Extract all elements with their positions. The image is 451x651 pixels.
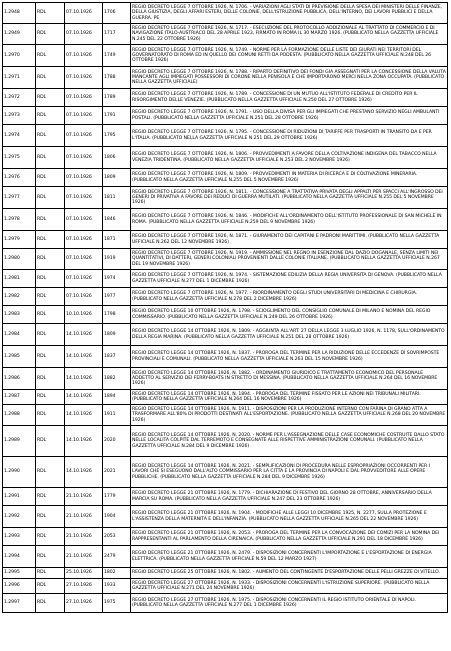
decree-code: 1904 bbox=[103, 506, 131, 528]
decree-date: 14.10.1926 bbox=[65, 324, 103, 346]
table-row bbox=[3, 368, 448, 390]
decree-description: REGIO DECRETO LEGGE 14 OTTOBRE 1926, N. 2021. - SEMPLIFICAZIONI DI PROCEDURA NELLE ESPROPRIAZIONI OCCORRENTI PER I LAVORI CHE SI ESEGUONO DALL'ALTO COMMISSARIO PER LA CITTA E LA PROVINCIA DI NAPOLI E DAL PROVVEDITORE ALLE OPERE PUBBLICHE. (PUBBLICATO NELLA GAZZETTA UFFICIALE N.284 DEL 9 DICEMBRE 1926) bbox=[131, 457, 448, 488]
decree-code: 1806 bbox=[103, 147, 131, 169]
decree-description: REGIO DECRETO LEGGE 14 OTTOBRE 1926, N. 1894. - PROROGA DEL TERMINE FISSATO PER LE AZIONI NEI TRIBUNALI MILITARI. (PUBBLICATO NELLA GAZZETTA UFFICIALE N.264 DEL 16 NOVEMBRE 1926) bbox=[131, 390, 448, 405]
table-row bbox=[3, 107, 448, 125]
decree-description: REGIO DECRETO LEGGE 10 OTTOBRE 1926, N. 1798. - SCIOGLIMENTO DEL CONSIGLIO COMUNALE DI MILANO E NOMINA DEL REGIO COMMISSARIO. (PUBBLICATO NELLA GAZZETTA UFFICIALE N.249 DEL 26 OTTOBRE 1926) bbox=[131, 306, 448, 324]
decree-description: REGIO DECRETO LEGGE 14 OTTOBRE 1926, N. 1837. - PROROGA DEL TERMINE PER LA RIDUZIONE DELLE ECCEDENZE DI SOVRIMPOSTE PROVINCIALI E COMUNALI. (PUBBLICATO NELLA GAZZETTA UFFICIALE N.263 DEL 15 NOVEMBRE 1926) bbox=[131, 346, 448, 368]
decree-number: 1.2970 bbox=[3, 45, 36, 67]
decree-code: 2479 bbox=[103, 546, 131, 568]
table-row bbox=[3, 546, 448, 568]
decree-type: RDL bbox=[36, 3, 65, 24]
decree-number: 1.2989 bbox=[3, 426, 36, 457]
decree-code: 1798 bbox=[103, 306, 131, 324]
table-row bbox=[3, 528, 448, 546]
decree-date: 10.10.1926 bbox=[65, 306, 103, 324]
decree-number: 1.2985 bbox=[3, 346, 36, 368]
table-row bbox=[3, 390, 448, 405]
decree-description: REGIO DECRETO LEGGE 21 OTTOBRE 1926, N. 1779. - DICHIARAZIONE DI FESTIVO DEL GIORNO 28 OTTOBRE, ANNIVERSARIO DELLA MARCIA SU ROMA. (PUBBLICATO NELLA GAZZETTA UFFICIALE N.247 DEL 23 OTTOBRE 1926) bbox=[131, 488, 448, 506]
table-row bbox=[3, 306, 448, 324]
decree-date: 07.10.1926 bbox=[65, 169, 103, 187]
decree-description: REGIO DECRETO LEGGE 27 OTTOBRE 1926, N. 1933. - DISPOSIZIONI CONCERNENTI L'ISTRUZIONE SUPERIORE. (PUBBLICATO NELLA GAZZETTA UFFICIALE N.271 DEL 24 NOVEMBRE 1926) bbox=[131, 579, 448, 594]
decree-type: RDL bbox=[36, 125, 65, 147]
decree-code: 2020 bbox=[103, 426, 131, 457]
table-row bbox=[3, 147, 448, 169]
decree-type: RDL bbox=[36, 24, 65, 45]
table-row bbox=[3, 426, 448, 457]
decree-description: REGIO DECRETO LEGGE 14 OTTOBRE 1926, N. 1911. - DISPOSIZIONI PER LA PRODUZIONE INTERNO CON FARINA DI GRANO ATTA A TRASFORMARE ALL'80% DI PRODOTTI DESTINATI ALL'ESPORTAZIONE. (PUBBLICATO NELLA GAZZETTA UFFICIALE N.268 DEL 20 NOVEMBRE 1926) bbox=[131, 405, 448, 426]
decree-number: 1.2976 bbox=[3, 169, 36, 187]
decree-type: RDL bbox=[36, 324, 65, 346]
decree-type: RDL bbox=[36, 426, 65, 457]
decree-date: 07.10.1926 bbox=[65, 288, 103, 306]
decree-code: 1795 bbox=[103, 125, 131, 147]
decree-table-body bbox=[3, 3, 448, 613]
decree-date: 14.10.1926 bbox=[65, 346, 103, 368]
decree-date: 14.10.1926 bbox=[65, 368, 103, 390]
decree-code: 2021 bbox=[103, 457, 131, 488]
decree-code: 1811 bbox=[103, 187, 131, 209]
decree-type: RDL bbox=[36, 89, 65, 107]
decree-number: 1.2996 bbox=[3, 579, 36, 594]
decree-type: RDL bbox=[36, 579, 65, 594]
decree-type: RDL bbox=[36, 306, 65, 324]
decree-number: 1.2975 bbox=[3, 147, 36, 169]
decree-register bbox=[2, 2, 448, 613]
table-row bbox=[3, 67, 448, 89]
decree-number: 1.2994 bbox=[3, 546, 36, 568]
decree-code: 1789 bbox=[103, 89, 131, 107]
decree-date: 14.10.1926 bbox=[65, 426, 103, 457]
decree-type: RDL bbox=[36, 209, 65, 231]
table-row bbox=[3, 568, 448, 579]
table-row bbox=[3, 249, 448, 270]
decree-code: 1717 bbox=[103, 24, 131, 45]
decree-date: 21.10.1926 bbox=[65, 488, 103, 506]
decree-code: 1791 bbox=[103, 107, 131, 125]
decree-number: 1.2971 bbox=[3, 67, 36, 89]
decree-description: REGIO DECRETO LEGGE 7 OTTOBRE 1926, N. 1788. - RIPARTO DEFINITIVO DEI FONDI GIA ASSEGNATI PER LA CONCESSIONE DELLA VALUTA MANCANTE AGLI IMPIEGATI POSSESSORI DI CORONE NELLA PENISOLA E CHE IMPORTARONO MERCI NELLA ZONA OCCUPATA. (PUBBLICATO NELLA GAZZETTA UFFICIALE) bbox=[131, 67, 448, 89]
decree-date: 25.10.1926 bbox=[65, 568, 103, 579]
decree-type: RDL bbox=[36, 169, 65, 187]
table-row bbox=[3, 405, 448, 426]
decree-date: 27.10.1926 bbox=[65, 594, 103, 613]
decree-code: 1933 bbox=[103, 579, 131, 594]
decree-code: 1911 bbox=[103, 405, 131, 426]
decree-number: 1.2948 bbox=[3, 3, 36, 24]
decree-code: 1706 bbox=[103, 3, 131, 24]
table-row bbox=[3, 579, 448, 594]
decree-date: 14.10.1926 bbox=[65, 405, 103, 426]
decree-date: 14.10.1926 bbox=[65, 390, 103, 405]
decree-code: 1809 bbox=[103, 169, 131, 187]
decree-date: 07.10.1926 bbox=[65, 231, 103, 249]
decree-description: REGIO DECRETO LEGGE 7 OTTOBRE 1926, N. 1795. - CONCESSIONE DI RIDUZIONI DI TARIFFE PER TRASPORTI IN TRANSITO DA E PER L'ITALIA. (PUBBLICATO NELLA GAZZETTA UFFICIALE N.251 DEL 29 OTTOBRE 1926) bbox=[131, 125, 448, 147]
decree-description: REGIO DECRETO LEGGE 7 OTTOBRE 1926, N. 1977. - RIORDINAMENTO DEGLI STUDI UNIVERSITARI DI MEDICINA E CHIRURGIA. (PUBBLICATO NELLA GAZZETTA UFFICIALE N.278 DEL 2 DICEMBRE 1926) bbox=[131, 288, 448, 306]
decree-code: 1882 bbox=[103, 368, 131, 390]
decree-number: 1.2980 bbox=[3, 249, 36, 270]
table-row bbox=[3, 125, 448, 147]
decree-type: RDL bbox=[36, 187, 65, 209]
decree-description: REGIO DECRETO LEGGE 21 OTTOBRE 1926, N. 1904. - MODIFICHE ALLE LEGGI 10 DICEMBRE 1925, N. 2277, SULLA PROTEZIONE E L'ASSISTENZA DELLA MATERNITA E DELL'INFANZIA. (PUBBLICATO NELLA GAZZETTA UFFICIALE N.265 DEL 22 NOVEMBRE 1926) bbox=[131, 506, 448, 528]
table-row bbox=[3, 231, 448, 249]
decree-date: 07.10.1926 bbox=[65, 89, 103, 107]
decree-table bbox=[2, 2, 448, 613]
decree-type: RDL bbox=[36, 546, 65, 568]
decree-number: 1.2988 bbox=[3, 405, 36, 426]
decree-type: RDL bbox=[36, 506, 65, 528]
decree-code: 1975 bbox=[103, 594, 131, 613]
table-row bbox=[3, 346, 448, 368]
decree-description: REGIO DECRETO LEGGE 7 OTTOBRE 1926, N. 1749. - NORME PER LA FORMAZIONE DELLE LISTE DEI GIURATI NEI TERRITORI DEL GOVERNATORATO DI ROMA ED IN QUELLO DEI COMUNI RETTI DA PODESTA. (PUBBLICATO NELLA GAZZETTA UFFICIALE N.248 DEL 26 OTTOBRE 1926) bbox=[131, 45, 448, 67]
decree-date: 07.10.1926 bbox=[65, 147, 103, 169]
decree-description: REGIO DECRETO LEGGE 7 OTTOBRE 1926, N. 1791. - USO DELLA DIVISA PER GLI IMPIEGATI CHE PRESTANO SERVIZIO NEGLI AMBULANTI POSTALI. (PUBBLICATO NELLA GAZZETTA UFFICIALE N.251 DEL 28 OTTOBRE 1926) bbox=[131, 107, 448, 125]
decree-code: 1974 bbox=[103, 270, 131, 288]
decree-number: 1.2995 bbox=[3, 568, 36, 579]
decree-date: 07.10.1926 bbox=[65, 24, 103, 45]
decree-description: REGIO DECRETO LEGGE 14 OTTOBRE 1926, N. 1809. - AGGIUNTA ALL'ART. 27 DELLA LEGGE 3 LUGLIO 1926, N. 1178, SULL'ORDINAMENTO DELLA REGIA MARINA. (PUBBLICATO NELLA GAZZETTA UFFICIALE N.251 DEL 28 OTTOBRE 1926) bbox=[131, 324, 448, 346]
table-row bbox=[3, 169, 448, 187]
decree-date: 07.10.1926 bbox=[65, 67, 103, 89]
decree-number: 1.2990 bbox=[3, 457, 36, 488]
decree-description: REGIO DECRETO LEGGE 25 OTTOBRE 1926, N. 1802. - AUMENTO DEL CONTINGENTE D'ESPORTAZIONE DELLE PELLI GREZZE DI VITELLO. bbox=[131, 568, 448, 579]
decree-number: 1.2977 bbox=[3, 187, 36, 209]
decree-description: REGIO DECRETO LEGGE 7 OTTOBRE 1926, N. 1846. - MODIFICHE ALL'ORDINAMENTO DELL'ISTITUTO PROFESSIONALE DI SAN MICHELE IN ROMA. (PUBBLICATO NELLA GAZZETTA UFFICIALE N.259 DEL 9 NOVEMBRE 1926) bbox=[131, 209, 448, 231]
decree-date: 21.10.1926 bbox=[65, 506, 103, 528]
decree-description: REGIO DECRETO LEGGE 7 OTTOBRE 1926, N. 1974. - SISTEMAZIONE EDILIZIA DELLA REGIA UNIVERSITA DI GENOVA. (PUBBLICATO NELLA GAZZETTA UFFICIALE N.277 DEL 1 DICEMBRE 1926) bbox=[131, 270, 448, 288]
decree-code: 1779 bbox=[103, 488, 131, 506]
table-row bbox=[3, 187, 448, 209]
decree-number: 1.2993 bbox=[3, 528, 36, 546]
decree-code: 1837 bbox=[103, 346, 131, 368]
decree-number: 1.2974 bbox=[3, 125, 36, 147]
decree-description: REGIO DECRETO LEGGE 7 OTTOBRE 1926, N. 1706. - VARIAZIONI AGLI STATI DI PREVISIONE DELLA SPESA DEI MINISTERI DELLE FINANZE, DELLA GIUSTIZIA, DEGLI AFFARI ESTERI, DELLE COLONIE, DELL'ISTRUZIONE PUBBLICA, DELL'INTERNO, DEI LAVORI PUBBLICI E DELLA GUERRA. PE bbox=[131, 3, 448, 24]
decree-description: REGIO DECRETO LEGGE 21 OTTOBRE 1926, N. 2053. - PROROGA DEL TERMINE PER LA CONVOCAZIONE DEI COMIZI PER LA NOMINA DEI RAPPRESENTANTI AL PARLAMENTO DELLA CIRENAICA. (PUBBLICATO NELLA GAZZETTA UFFICIALE N.291 DEL 18 DICEMBRE 1926) bbox=[131, 528, 448, 546]
decree-type: RDL bbox=[36, 368, 65, 390]
table-row bbox=[3, 288, 448, 306]
decree-number: 1.2973 bbox=[3, 107, 36, 125]
table-row bbox=[3, 89, 448, 107]
decree-number: 1.2972 bbox=[3, 89, 36, 107]
decree-description: REGIO DECRETO LEGGE 21 OTTOBRE 1926, N. 2479. - DISPOSIZIONI CONCERNENTI L'IMPORTAZIONE E L'ESPORTAZIONE DI ENERGIA ELETTRICA. (PUBBLICATO NELLA GAZZETTA UFFICIALE N.59 DEL 12 MARZO 1927) bbox=[131, 546, 448, 568]
decree-type: RDL bbox=[36, 231, 65, 249]
table-row bbox=[3, 270, 448, 288]
decree-type: RDL bbox=[36, 270, 65, 288]
decree-date: 07.10.1926 bbox=[65, 187, 103, 209]
decree-type: RDL bbox=[36, 405, 65, 426]
decree-date: 07.10.1926 bbox=[65, 45, 103, 67]
decree-description: REGIO DECRETO LEGGE 27 OTTOBRE 1926, N. 1975. - DISPOSIZIONI CONCERNENTI IL REGIO ISTITUTO ORIENTALE DI NAPOLI. (PUBBLICATO NELLA GAZZETTA UFFICIALE N.277 DEL 1 DICEMBRE 1926) bbox=[131, 594, 448, 613]
decree-description: REGIO DECRETO LEGGE 7 OTTOBRE 1926, N. 1717. - ESECUZIONE DEL PROTOCOLLO ADDIZIONALE AL TRATTATO DI COMMERCIO E DI NAVIGAZIONE ITALO-AUSTRIACO DEL 28 APRILE 1923, FIRMATO IN ROMA IL 30 MARZO 1926. (PUBBLICATO NELLA GAZZETTA UFFICIALE N.245 DEL 22 OTTOBRE 1926) bbox=[131, 24, 448, 45]
decree-description: REGIO DECRETO LEGGE 7 OTTOBRE 1926, N. 1919. - AMMISSIONE NEL REGNO IN ESENZIONE DAL DAZIO DOGANALE, SENZA LIMITI NEI QUANTITATIVI, DI DATTERI, GENERI COLONIALI PROVENIENTI DALLE COLONIE ITALIANE. (PUBBLICATO NELLA GAZZETTA UFFICIALE N.267 DEL 19 NOVEMBRE 1926) bbox=[131, 249, 448, 270]
decree-type: RDL bbox=[36, 488, 65, 506]
table-row bbox=[3, 488, 448, 506]
decree-number: 1.2987 bbox=[3, 390, 36, 405]
decree-code: 1846 bbox=[103, 209, 131, 231]
decree-date: 21.10.1926 bbox=[65, 546, 103, 568]
decree-description: REGIO DECRETO LEGGE 7 OTTOBRE 1926, N. 1806. - PROVVEDIMENTI A FAVORE DELLA COLTIVAZIONE INDIGENA DEL TABACCO NELLA VENEZIA TRIDENTINA. (PUBBLICATO NELLA GAZZETTA UFFICIALE N.253 DEL 2 NOVEMBRE 1926) bbox=[131, 147, 448, 169]
decree-date: 27.10.1926 bbox=[65, 579, 103, 594]
decree-type: RDL bbox=[36, 288, 65, 306]
decree-code: 1802 bbox=[103, 568, 131, 579]
decree-code: 2053 bbox=[103, 528, 131, 546]
decree-type: RDL bbox=[36, 457, 65, 488]
decree-number: 1.2997 bbox=[3, 594, 36, 613]
decree-description: REGIO DECRETO LEGGE 7 OTTOBRE 1926, N. 1811. - CONCESSIONE A TRATTATIVA PRIVATA DEGLI APPALTI PER SPACCI ALL'INGROSSO DEI GENERI DI PRIVATIVA A FAVORE DEI REDUCI DI GUERRA MUTILATI. (PUBBLICATO NELLA GAZZETTA UFFICIALE N.255 DEL 5 NOVEMBRE 1926) bbox=[131, 187, 448, 209]
decree-code: 1977 bbox=[103, 288, 131, 306]
decree-number: 1.2982 bbox=[3, 288, 36, 306]
decree-number: 1.2984 bbox=[3, 324, 36, 346]
decree-number: 1.2986 bbox=[3, 368, 36, 390]
table-row bbox=[3, 3, 448, 24]
decree-number: 1.2983 bbox=[3, 306, 36, 324]
decree-code: 1749 bbox=[103, 45, 131, 67]
decree-number: 1.2949 bbox=[3, 24, 36, 45]
decree-code: 1894 bbox=[103, 390, 131, 405]
decree-description: REGIO DECRETO LEGGE 7 OTTOBRE 1926, N. 1809. - PROVVEDIMENTI IN MATERIA DI RICERCA E DI COLTIVAZIONE MINERARIA. (PUBBLICATO NELLA GAZZETTA UFFICIALE N.255 DEL 5 NOVEMBRE 1926) bbox=[131, 169, 448, 187]
decree-type: RDL bbox=[36, 249, 65, 270]
decree-code: 1788 bbox=[103, 67, 131, 89]
decree-type: RDL bbox=[36, 107, 65, 125]
decree-number: 1.2981 bbox=[3, 270, 36, 288]
decree-number: 1.2979 bbox=[3, 231, 36, 249]
decree-type: RDL bbox=[36, 594, 65, 613]
table-row bbox=[3, 24, 448, 45]
decree-date: 07.10.1926 bbox=[65, 249, 103, 270]
decree-date: 07.10.1926 bbox=[65, 3, 103, 24]
table-row bbox=[3, 457, 448, 488]
table-row bbox=[3, 594, 448, 613]
decree-code: 1919 bbox=[103, 249, 131, 270]
decree-type: RDL bbox=[36, 346, 65, 368]
table-row bbox=[3, 209, 448, 231]
decree-number: 1.2978 bbox=[3, 209, 36, 231]
decree-description: REGIO DECRETO LEGGE 7 OTTOBRE 1926, N. 1789. - CONCESSIONE DI UN MUTUO ALL'ISTITUTO FEDERALE DI CREDITO PER IL RISORGIMENTO DELLE VENEZIE. (PUBBLICATO NELLA GAZZETTA UFFICIALE N.250 DEL 27 OTTOBRE 1926) bbox=[131, 89, 448, 107]
table-row bbox=[3, 506, 448, 528]
decree-date: 21.10.1926 bbox=[65, 528, 103, 546]
table-row bbox=[3, 45, 448, 67]
decree-type: RDL bbox=[36, 568, 65, 579]
decree-date: 07.10.1926 bbox=[65, 270, 103, 288]
decree-date: 07.10.1926 bbox=[65, 209, 103, 231]
decree-type: RDL bbox=[36, 147, 65, 169]
decree-number: 1.2991 bbox=[3, 488, 36, 506]
table-row bbox=[3, 324, 448, 346]
decree-type: RDL bbox=[36, 45, 65, 67]
decree-code: 1809 bbox=[103, 324, 131, 346]
decree-type: RDL bbox=[36, 390, 65, 405]
decree-date: 07.10.1926 bbox=[65, 125, 103, 147]
decree-type: RDL bbox=[36, 67, 65, 89]
decree-code: 1871 bbox=[103, 231, 131, 249]
decree-number: 1.2992 bbox=[3, 506, 36, 528]
decree-date: 14.10.1926 bbox=[65, 457, 103, 488]
decree-description: REGIO DECRETO LEGGE 7 OTTOBRE 1926, N. 1871. - GIURAMENTO DEI CAPITANI E PADRONI MARITTIMI. (PUBBLICATO NELLA GAZZETTA UFFICIALE N.262 DEL 12 NOVEMBRE 1926) bbox=[131, 231, 448, 249]
decree-description: REGIO DECRETO LEGGE 14 OTTOBRE 1926, N. 1882. - ORDINAMENTO GIURIDICO E TRATTAMENTO ECONOMICO DEL PERSONALE ADDETTO AL SERVIZIO DEI FERRY-BOATS IN STRETTO DI MESSINA. (PUBBLICATO NELLA GAZZETTA UFFICIALE N.264 DEL 16 NOVEMBRE 1926) bbox=[131, 368, 448, 390]
decree-type: RDL bbox=[36, 528, 65, 546]
decree-description: REGIO DECRETO LEGGE 14 OTTOBRE 1926, N. 2020. - NORME PER L'ASSEGNAZIONE DELLE CASE ECONOMICHE COSTRUITE DALLO STATO NELLE LOCALITA COLPITE DAL TERREMOTO E CONSEGNATE ALLE RISPETTIVE AMMINISTRAZIONI COMUNALI. (PUBBLICATO NELLA GAZZETTA UFFICIALE N.284 DEL 9 DICEMBRE 1926) bbox=[131, 426, 448, 457]
decree-date: 07.10.1926 bbox=[65, 107, 103, 125]
